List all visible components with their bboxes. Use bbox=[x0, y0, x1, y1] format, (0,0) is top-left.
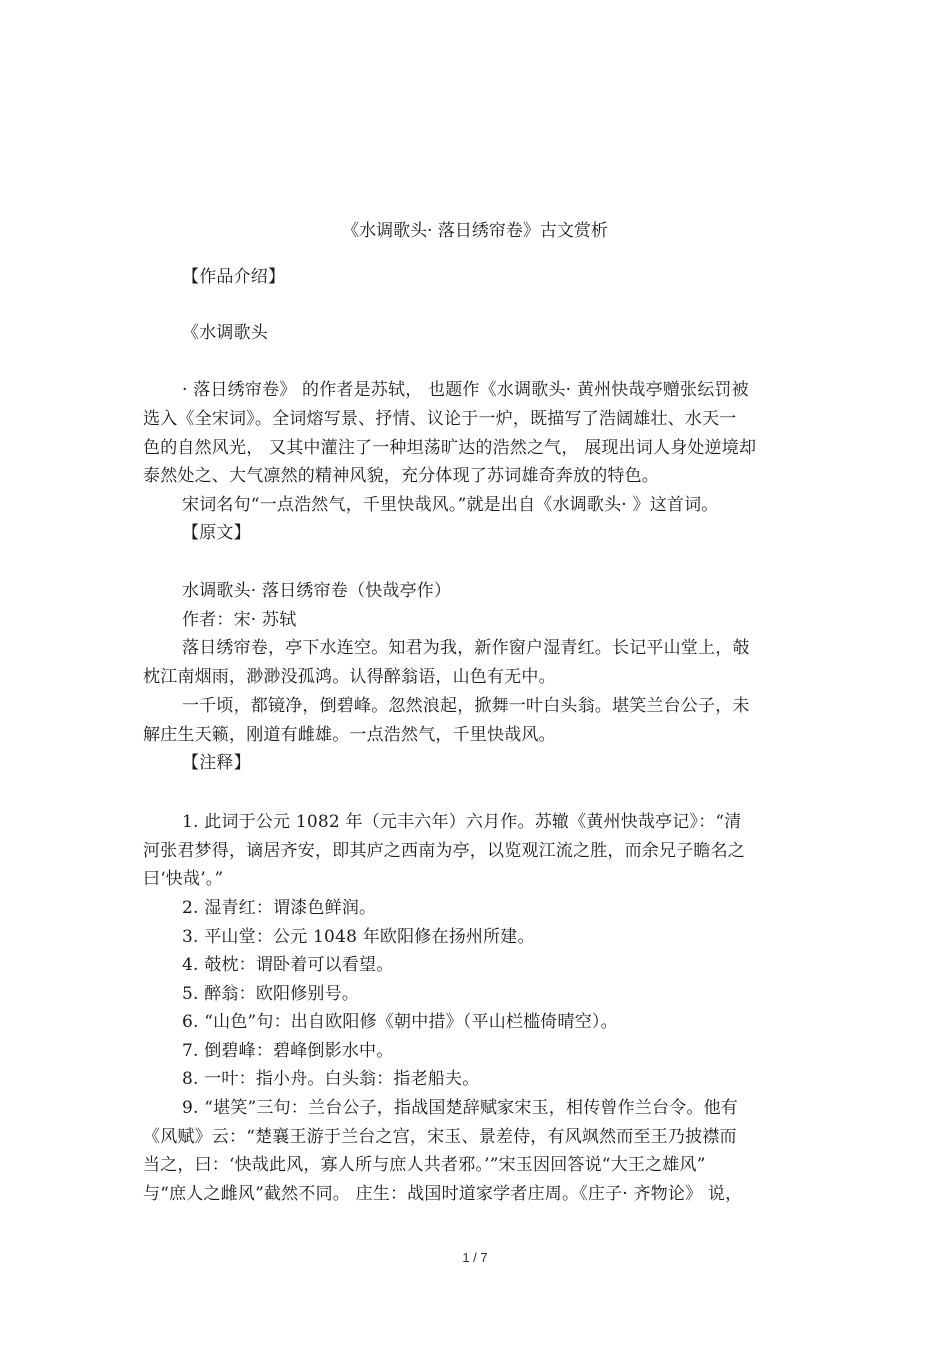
note-line: 6. “山色”句：出自欧阳修《朝中措》（平山栏槛倚晴空）。 bbox=[182, 1012, 618, 1032]
note-line: 5. 醉翁：欧阳修别号。 bbox=[182, 984, 360, 1004]
note-line: 曰‘快哉’。” bbox=[143, 869, 224, 889]
note-line: 与“庶人之雌风”截然不同。 庄生：战国时道家学者庄周。《庄子· 齐物论》 说， bbox=[143, 1184, 743, 1204]
section-heading-notes: 【注释】 bbox=[182, 753, 251, 773]
intro-line: · 落日绣帘卷》 的作者是苏轼， 也题作《水调歌头· 黄州快哉亭赠张纭罚被 bbox=[182, 380, 749, 400]
intro-subtitle: 《水调歌头 bbox=[182, 323, 268, 343]
note-line: 2. 湿青红：谓漆色鲜润。 bbox=[182, 898, 377, 918]
intro-line: 宋词名句“一点浩然气，千里快哉风。”就是出自《水调歌头· 》这首词。 bbox=[182, 495, 719, 515]
poem-title: 水调歌头· 落日绣帘卷（快哉亭作） bbox=[182, 581, 452, 601]
note-line: 河张君梦得，谪居齐安，即其庐之西南为亭，以览观江流之胜，而余兄子瞻名之 bbox=[143, 841, 745, 861]
section-heading-original: 【原文】 bbox=[182, 523, 251, 543]
intro-line: 色的自然风光， 又其中灌注了一种坦荡旷达的浩然之气， 展现出词人身处逆境却 bbox=[143, 438, 757, 458]
poem-author: 作者：宋· 苏轼 bbox=[182, 610, 297, 630]
document-title: 《水调歌头· 落日绣帘卷》古文赏析 bbox=[342, 221, 608, 241]
intro-line: 选入《全宋词》。全词熔写景、抒情、议论于一炉，既描写了浩阔雄壮、水天一 bbox=[143, 409, 737, 429]
note-line: 1. 此词于公元 1082 年（元丰六年）六月作。苏辙《黄州快哉亭记》：“清 bbox=[182, 812, 742, 832]
note-line: 《风赋》云：“楚襄王游于兰台之宫，宋玉、景差侍，有风飒然而至王乃披襟而 bbox=[143, 1127, 737, 1147]
note-line: 当之，曰：‘快哉此风，寡人所与庶人共者邪。’”宋玉因回答说“大王之雄风” bbox=[143, 1155, 706, 1175]
poem-line: 落日绣帘卷，亭下水连空。知君为我，新作窗户湿青红。长记平山堂上，攲 bbox=[182, 638, 750, 658]
page-number: 1 / 7 bbox=[462, 1250, 488, 1265]
poem-line: 枕江南烟雨，渺渺没孤鸿。认得醉翁语，山色有无中。 bbox=[143, 667, 556, 687]
note-line: 9. “堪笑”三句：兰台公子，指战国楚辞赋家宋玉，相传曾作兰台令。他有 bbox=[182, 1098, 739, 1118]
note-line: 7. 倒碧峰：碧峰倒影水中。 bbox=[182, 1041, 394, 1061]
note-line: 8. 一叶：指小舟。白头翁：指老船夫。 bbox=[182, 1069, 480, 1089]
section-heading-intro: 【作品介绍】 bbox=[182, 267, 286, 287]
note-line: 4. 攲枕：谓卧着可以看望。 bbox=[182, 955, 394, 975]
poem-line: 一千顷，都镜净，倒碧峰。忽然浪起，掀舞一叶白头翁。堪笑兰台公子，未 bbox=[182, 696, 750, 716]
intro-line: 泰然处之、大气凛然的精神风貌，充分体现了苏词雄奇奔放的特色。 bbox=[143, 466, 659, 486]
poem-line: 解庄生天籁，刚道有雌雄。一点浩然气，千里快哉风。 bbox=[143, 725, 556, 745]
note-line: 3. 平山堂：公元 1048 年欧阳修在扬州所建。 bbox=[182, 927, 535, 947]
